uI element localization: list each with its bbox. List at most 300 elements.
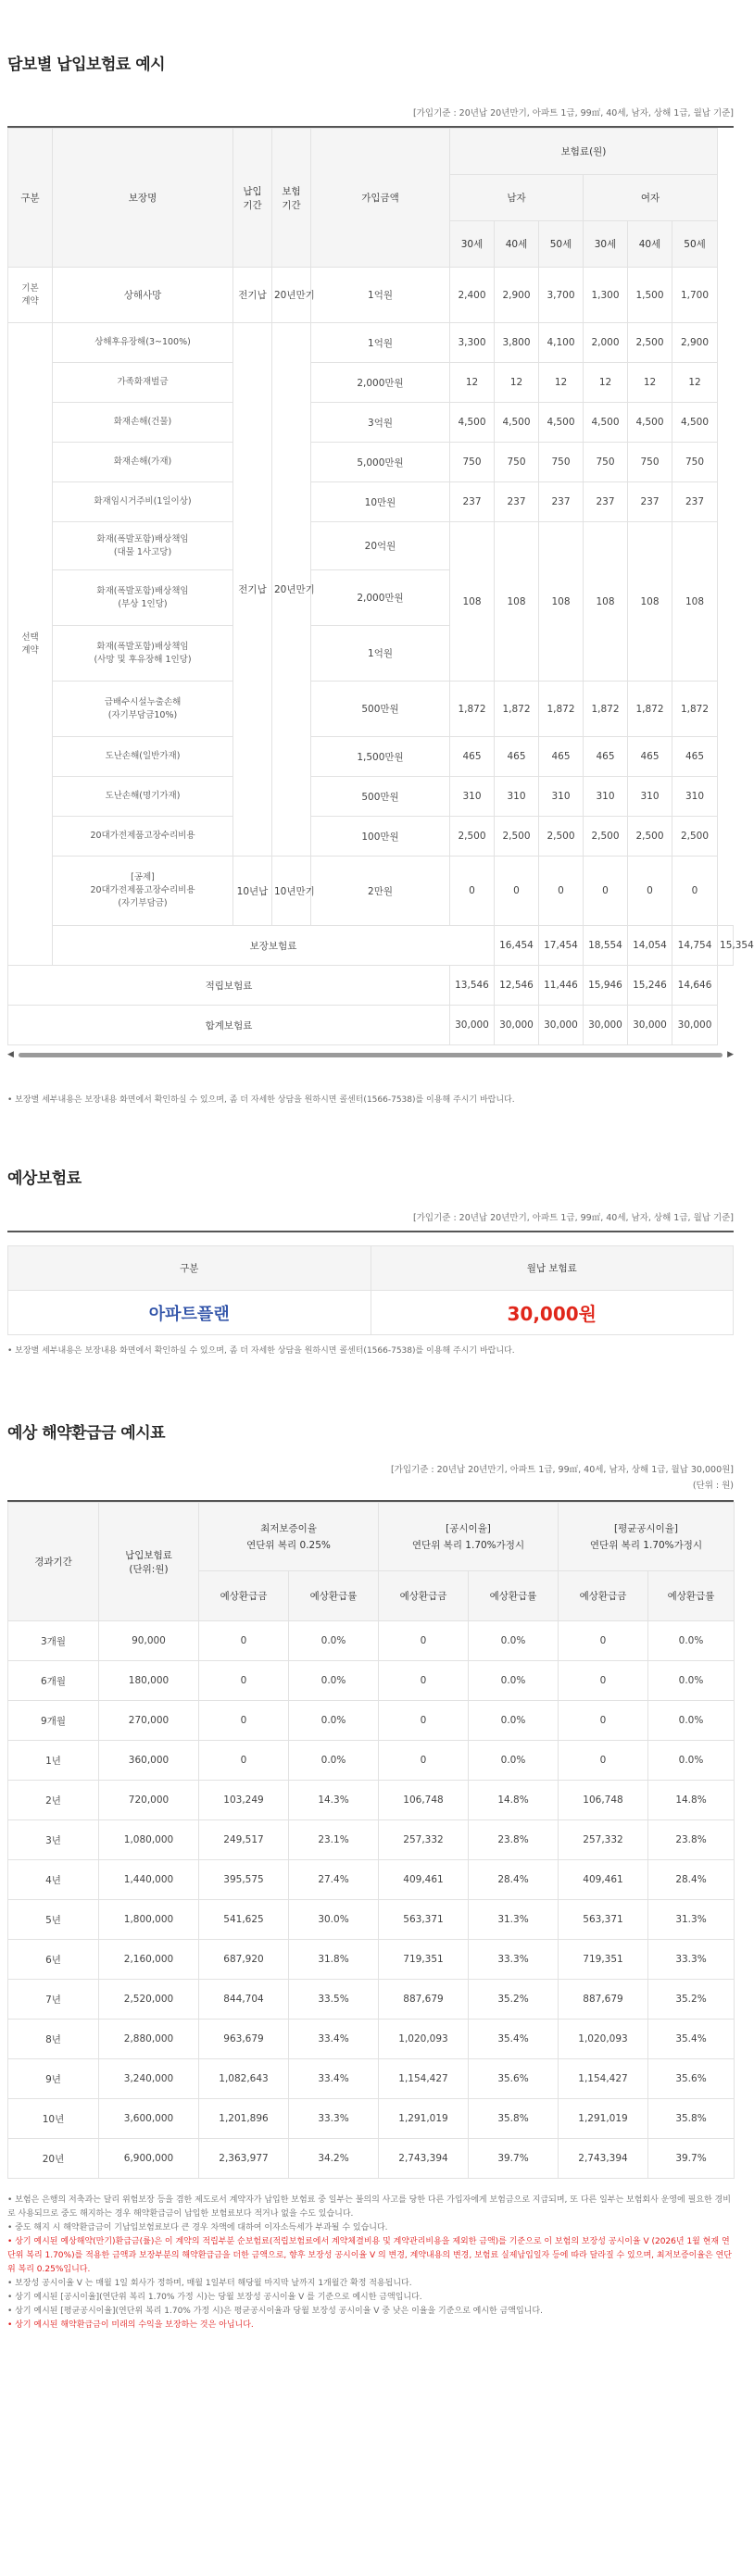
refund-cell: 0 xyxy=(199,1741,289,1781)
premium-cell: 310 xyxy=(539,777,584,817)
header-refund-rate: 예상환급률 xyxy=(469,1571,559,1621)
paid-premium-cell: 1,440,000 xyxy=(99,1860,199,1900)
refund-cell: 1,201,896 xyxy=(199,2099,289,2139)
premium-cell: 237 xyxy=(450,482,495,522)
table-row xyxy=(8,482,734,522)
refund-rate-cell: 0.0% xyxy=(469,1621,559,1661)
total-cell: 11,446 xyxy=(539,966,584,1006)
header-paid-premium: 납입보험료 (단위:원) xyxy=(99,1503,199,1621)
period-cell: 8년 xyxy=(8,2020,99,2059)
header-age: 50세 xyxy=(539,221,584,268)
refund-cell: 1,291,019 xyxy=(379,2099,469,2139)
refund-rate-cell: 33.4% xyxy=(289,2059,379,2099)
table-row xyxy=(8,857,734,926)
period-cell: 3개월 xyxy=(8,1621,99,1661)
ins-period: 20년만기 xyxy=(272,268,311,323)
refund-cell: 103,249 xyxy=(199,1781,289,1820)
header-ins-period: 보험 기간 xyxy=(272,129,311,268)
coverage-name: 가족화재벌금 xyxy=(53,363,233,403)
table-row xyxy=(8,1781,735,1820)
period-cell: 6개월 xyxy=(8,1661,99,1701)
section2-note: • 보장별 세부내용은 보장내용 화면에서 확인하실 수 있으며, 좀 더 자세한 상담을 원하시면 콜센터(1566-7538)를 이용해 주시기 바랍니다. xyxy=(7,1346,515,1356)
refund-cell: 1,154,427 xyxy=(379,2059,469,2099)
premium-cell: 2,500 xyxy=(450,817,495,857)
refund-cell: 249,517 xyxy=(199,1820,289,1860)
premium-cell: 2,500 xyxy=(628,817,672,857)
premium-cell: 2,900 xyxy=(495,268,539,323)
refund-cell: 0 xyxy=(559,1741,648,1781)
expected-premium-table xyxy=(7,1245,734,1335)
refund-rate-cell: 35.6% xyxy=(648,2059,735,2099)
refund-cell: 0 xyxy=(199,1621,289,1661)
gubun-basic: 기본 계약 xyxy=(8,268,53,323)
premium-cell: 1,872 xyxy=(628,682,672,737)
header-age: 30세 xyxy=(450,221,495,268)
section1-note: • 보장별 세부내용은 보장내용 화면에서 확인하실 수 있으며, 좀 더 자세한 상담을 원하시면 콜센터(1566-7538)를 이용해 주시기 바랍니다. xyxy=(7,1095,515,1105)
total-cell: 30,000 xyxy=(450,1006,495,1045)
refund-cell: 1,020,093 xyxy=(559,2020,648,2059)
refund-cell: 541,625 xyxy=(199,1900,289,1940)
table-row xyxy=(8,2139,735,2179)
refund-cell: 0 xyxy=(379,1701,469,1741)
premium-cell: 1,872 xyxy=(539,682,584,737)
refund-rate-cell: 14.8% xyxy=(469,1781,559,1820)
pay-period: 전기납 xyxy=(233,268,272,323)
header-refund-rate: 예상환급률 xyxy=(648,1571,735,1621)
premium-cell: 1,872 xyxy=(672,682,718,737)
refund-rate-cell: 33.3% xyxy=(289,2099,379,2139)
ins-period: 10년만기 xyxy=(272,857,311,926)
header-male: 남자 xyxy=(450,175,584,221)
premium-cell: 12 xyxy=(584,363,628,403)
total-row xyxy=(8,926,734,966)
note-item: • 보장성 공시이율 V 는 매월 1일 회사가 정하며, 매월 1일부터 해당월 마지막 날까지 1개월간 확정 적용됩니다. xyxy=(7,2279,412,2288)
section3-title: 예상 해약환급금 예시표 xyxy=(7,1424,166,1443)
coverage-name: 도난손해(명기가재) xyxy=(53,777,233,817)
table-row xyxy=(8,1621,735,1661)
note-item: • 보험은 은행의 저축과는 달리 위험보장 등을 겸한 제도로서 계약자가 납입한 보험료 중 일부는 불의의 사고를 당한 다른 가입자에게 보험금으로 지급되며, 또 다른 일부는 보험회사 운영에 필요한 경비로 사용되므로 중도 해지하는 경우 해약환급금이 납입한 보험료보다 적거나 없을 수도 있습니다. xyxy=(7,2195,731,2219)
premium-cell: 108 xyxy=(628,522,672,682)
premium-cell: 2,400 xyxy=(450,268,495,323)
refund-rate-cell: 23.8% xyxy=(469,1820,559,1860)
refund-cell: 409,461 xyxy=(379,1860,469,1900)
premium-cell: 2,900 xyxy=(672,323,718,363)
refund-cell: 106,748 xyxy=(379,1781,469,1820)
premium-cell: 108 xyxy=(672,522,718,682)
premium-cell: 12 xyxy=(539,363,584,403)
refund-cell: 1,291,019 xyxy=(559,2099,648,2139)
premium-cell: 0 xyxy=(539,857,584,926)
refund-rate-cell: 14.8% xyxy=(648,1781,735,1820)
premium-cell: 465 xyxy=(450,737,495,777)
premium-cell: 2,500 xyxy=(495,817,539,857)
premium-cell: 108 xyxy=(584,522,628,682)
coverage-amount: 500만원 xyxy=(311,777,450,817)
header-age: 30세 xyxy=(584,221,628,268)
coverage-name: [공제] 20대가전제품고장수리비용 (자기부담금) xyxy=(53,857,233,926)
total-cell: 30,000 xyxy=(539,1006,584,1045)
header-age: 40세 xyxy=(628,221,672,268)
table-row xyxy=(8,1701,735,1741)
gubun-optional: 선택 계약 xyxy=(8,323,53,966)
refund-cell: 2,363,977 xyxy=(199,2139,289,2179)
refund-cell: 0 xyxy=(559,1661,648,1701)
table-row xyxy=(8,268,734,323)
coverage-amount: 2,000만원 xyxy=(311,570,450,626)
paid-premium-cell: 360,000 xyxy=(99,1741,199,1781)
premium-cell: 237 xyxy=(584,482,628,522)
refund-cell: 0 xyxy=(199,1701,289,1741)
premium-cell: 310 xyxy=(628,777,672,817)
total-cell: 14,754 xyxy=(672,926,718,966)
total-cell: 30,000 xyxy=(672,1006,718,1045)
coverage-amount: 20억원 xyxy=(311,522,450,570)
premium-cell: 3,300 xyxy=(450,323,495,363)
table-row xyxy=(8,1741,735,1781)
refund-cell: 563,371 xyxy=(379,1900,469,1940)
total-label: 보장보험료 xyxy=(53,926,495,966)
period-cell: 9년 xyxy=(8,2059,99,2099)
period-cell: 3년 xyxy=(8,1820,99,1860)
note-item: • 상기 예시된 [공시이율](연단위 복리 1.70% 가정 시)는 당월 보장성 공시이율 V 를 기준으로 예시한 금액입니다. xyxy=(7,2293,422,2302)
plan-name: 아파트플랜 xyxy=(8,1291,371,1335)
table-row xyxy=(8,2059,735,2099)
premium-cell: 12 xyxy=(672,363,718,403)
refund-rate-cell: 35.8% xyxy=(648,2099,735,2139)
coverage-name: 화재(폭발포함)배상책임 (부상 1인당) xyxy=(53,570,233,626)
surrender-refund-table xyxy=(7,1502,735,2179)
premium-cell: 2,500 xyxy=(672,817,718,857)
header-min-rate: 최저보증이율 연단위 복리 0.25% xyxy=(199,1503,379,1571)
section1-title: 담보별 납입보험료 예시 xyxy=(7,56,166,74)
refund-rate-cell: 0.0% xyxy=(469,1701,559,1741)
refund-rate-cell: 35.2% xyxy=(648,1980,735,2020)
premium-cell: 465 xyxy=(495,737,539,777)
coverage-name: 상해사망 xyxy=(53,268,233,323)
total-label: 합계보험료 xyxy=(8,1006,450,1045)
refund-rate-cell: 27.4% xyxy=(289,1860,379,1900)
premium-cell: 1,872 xyxy=(584,682,628,737)
table-row xyxy=(8,1820,735,1860)
coverage-name: 화재(폭발포함)배상책임 (대물 1사고당) xyxy=(53,522,233,570)
refund-cell: 1,082,643 xyxy=(199,2059,289,2099)
refund-cell: 409,461 xyxy=(559,1860,648,1900)
refund-cell: 887,679 xyxy=(379,1980,469,2020)
coverage-name: 도난손해(일반가재) xyxy=(53,737,233,777)
header-avg-public-rate: [평균공시이율] 연단위 복리 1.70%가정시 xyxy=(559,1503,735,1571)
section2-title: 예상보험료 xyxy=(7,1169,82,1188)
refund-rate-cell: 14.3% xyxy=(289,1781,379,1820)
paid-premium-cell: 1,800,000 xyxy=(99,1900,199,1940)
refund-cell: 257,332 xyxy=(379,1820,469,1860)
total-cell: 14,646 xyxy=(672,966,718,1006)
refund-cell: 0 xyxy=(559,1621,648,1661)
premium-cell: 465 xyxy=(672,737,718,777)
paid-premium-cell: 1,080,000 xyxy=(99,1820,199,1860)
premium-cell: 12 xyxy=(495,363,539,403)
period-cell: 1년 xyxy=(8,1741,99,1781)
refund-rate-cell: 35.6% xyxy=(469,2059,559,2099)
premium-cell: 0 xyxy=(495,857,539,926)
paid-premium-cell: 90,000 xyxy=(99,1621,199,1661)
table-row xyxy=(8,1980,735,2020)
coverage-amount: 10만원 xyxy=(311,482,450,522)
premium-cell: 310 xyxy=(450,777,495,817)
premium-cell: 4,500 xyxy=(495,403,539,443)
refund-rate-cell: 0.0% xyxy=(648,1621,735,1661)
period-cell: 7년 xyxy=(8,1980,99,2020)
total-cell: 30,000 xyxy=(584,1006,628,1045)
table-row xyxy=(8,777,734,817)
coverage-name: 상해후유장해(3~100%) xyxy=(53,323,233,363)
total-cell: 18,554 xyxy=(584,926,628,966)
premium-cell: 310 xyxy=(495,777,539,817)
refund-rate-cell: 28.4% xyxy=(648,1860,735,1900)
scroll-left-icon[interactable]: ◀ xyxy=(7,1050,14,1059)
table-row xyxy=(8,1940,735,1980)
refund-cell: 719,351 xyxy=(379,1940,469,1980)
refund-rate-cell: 31.3% xyxy=(469,1900,559,1940)
premium-cell: 237 xyxy=(672,482,718,522)
ins-period: 20년만기 xyxy=(272,323,311,857)
refund-rate-cell: 0.0% xyxy=(289,1701,379,1741)
refund-rate-cell: 35.4% xyxy=(648,2020,735,2059)
refund-rate-cell: 33.5% xyxy=(289,1980,379,2020)
refund-rate-cell: 39.7% xyxy=(648,2139,735,2179)
premium-cell: 1,700 xyxy=(672,268,718,323)
premium-cell: 4,500 xyxy=(672,403,718,443)
premium-cell: 750 xyxy=(672,443,718,482)
premium-cell: 0 xyxy=(450,857,495,926)
pay-period: 전기납 xyxy=(233,323,272,857)
header-monthly-premium: 월납 보험료 xyxy=(371,1246,734,1291)
note-item: • 상기 예시된 [평균공시이율](연단위 복리 1.70% 가정 시)은 평균공시이율과 당월 보장성 공시이율 V 중 낮은 이율을 기준으로 예시한 금액입니다. xyxy=(7,2307,543,2316)
premium-cell: 2,500 xyxy=(584,817,628,857)
premium-cell: 465 xyxy=(584,737,628,777)
premium-cell: 1,872 xyxy=(450,682,495,737)
refund-rate-cell: 0.0% xyxy=(289,1661,379,1701)
note-item: • 상기 예시된 해약환급금이 미래의 수익을 보장하는 것은 아닙니다. xyxy=(7,2320,254,2330)
premium-by-coverage-table xyxy=(7,128,754,1045)
table-row xyxy=(8,817,734,857)
header-age: 40세 xyxy=(495,221,539,268)
period-cell: 6년 xyxy=(8,1940,99,1980)
refund-cell: 963,679 xyxy=(199,2020,289,2059)
refund-rate-cell: 33.4% xyxy=(289,2020,379,2059)
scrollbar-thumb[interactable] xyxy=(19,1053,723,1057)
section3-notes xyxy=(7,2194,734,2332)
header-refund: 예상환급금 xyxy=(559,1571,648,1621)
coverage-amount: 2만원 xyxy=(311,857,450,926)
refund-rate-cell: 35.4% xyxy=(469,2020,559,2059)
header-age: 50세 xyxy=(672,221,718,268)
pay-period: 10년납 xyxy=(233,857,272,926)
header-period: 경과기간 xyxy=(8,1503,99,1621)
header-gubun: 구분 xyxy=(8,1246,371,1291)
paid-premium-cell: 2,160,000 xyxy=(99,1940,199,1980)
total-cell: 17,454 xyxy=(539,926,584,966)
refund-rate-cell: 0.0% xyxy=(469,1661,559,1701)
total-cell: 15,354 xyxy=(718,926,734,966)
coverage-amount: 3억원 xyxy=(311,403,450,443)
premium-cell: 12 xyxy=(450,363,495,403)
refund-cell: 106,748 xyxy=(559,1781,648,1820)
refund-rate-cell: 0.0% xyxy=(648,1741,735,1781)
horizontal-scrollbar[interactable] xyxy=(7,1049,734,1060)
premium-cell: 310 xyxy=(672,777,718,817)
premium-cell: 1,500 xyxy=(628,268,672,323)
paid-premium-cell: 720,000 xyxy=(99,1781,199,1820)
refund-rate-cell: 39.7% xyxy=(469,2139,559,2179)
header-pay-period: 납입 기간 xyxy=(233,129,272,268)
premium-cell: 2,500 xyxy=(628,323,672,363)
coverage-name: 화재손해(건물) xyxy=(53,403,233,443)
section3-unit: (단위 : 원) xyxy=(7,1478,734,1502)
header-refund: 예상환급금 xyxy=(379,1571,469,1621)
total-cell: 30,000 xyxy=(628,1006,672,1045)
refund-cell: 0 xyxy=(379,1741,469,1781)
refund-cell: 2,743,394 xyxy=(379,2139,469,2179)
refund-cell: 0 xyxy=(379,1661,469,1701)
paid-premium-cell: 180,000 xyxy=(99,1661,199,1701)
refund-rate-cell: 28.4% xyxy=(469,1860,559,1900)
table-row xyxy=(8,2020,735,2059)
refund-rate-cell: 35.2% xyxy=(469,1980,559,2020)
premium-cell: 4,500 xyxy=(628,403,672,443)
refund-rate-cell: 33.3% xyxy=(648,1940,735,1980)
premium-cell: 750 xyxy=(450,443,495,482)
premium-cell: 3,700 xyxy=(539,268,584,323)
period-cell: 9개월 xyxy=(8,1701,99,1741)
total-row xyxy=(8,1006,734,1045)
total-cell: 15,246 xyxy=(628,966,672,1006)
premium-cell: 750 xyxy=(584,443,628,482)
period-cell: 4년 xyxy=(8,1860,99,1900)
header-female: 여자 xyxy=(584,175,718,221)
refund-cell: 2,743,394 xyxy=(559,2139,648,2179)
coverage-amount: 1,500만원 xyxy=(311,737,450,777)
premium-cell: 750 xyxy=(539,443,584,482)
refund-cell: 257,332 xyxy=(559,1820,648,1860)
refund-rate-cell: 31.8% xyxy=(289,1940,379,1980)
header-public-rate: [공시이율] 연단위 복리 1.70%가정시 xyxy=(379,1503,559,1571)
premium-cell: 4,500 xyxy=(584,403,628,443)
refund-rate-cell: 0.0% xyxy=(289,1741,379,1781)
coverage-name: 화재임시거주비(1일이상) xyxy=(53,482,233,522)
refund-cell: 563,371 xyxy=(559,1900,648,1940)
premium-cell: 12 xyxy=(628,363,672,403)
premium-cell: 0 xyxy=(672,857,718,926)
refund-cell: 1,020,093 xyxy=(379,2020,469,2059)
table-row xyxy=(8,363,734,403)
premium-cell: 310 xyxy=(584,777,628,817)
refund-rate-cell: 33.3% xyxy=(469,1940,559,1980)
table-row xyxy=(8,522,734,570)
premium-cell: 3,800 xyxy=(495,323,539,363)
header-refund: 예상환급금 xyxy=(199,1571,289,1621)
section2-condition: [가입기준 : 20년납 20년만기, 아파트 1급, 99㎡, 40세, 남자, 상해 1급, 월납 기준] xyxy=(7,1210,734,1232)
refund-cell: 0 xyxy=(379,1621,469,1661)
premium-cell: 4,500 xyxy=(539,403,584,443)
premium-cell: 4,100 xyxy=(539,323,584,363)
coverage-amount: 1억원 xyxy=(311,626,450,682)
total-cell: 12,546 xyxy=(495,966,539,1006)
period-cell: 20년 xyxy=(8,2139,99,2179)
paid-premium-cell: 6,900,000 xyxy=(99,2139,199,2179)
table-row xyxy=(8,682,734,737)
coverage-name: 화재(폭발포함)배상책임 (사망 및 후유장해 1인당) xyxy=(53,626,233,682)
table-row xyxy=(8,2099,735,2139)
table-row xyxy=(8,403,734,443)
note-item: • 중도 해지 시 해약환급금이 기납입보험료보다 큰 경우 차액에 대하여 이자소득세가 부과될 수 있습니다. xyxy=(7,2223,388,2232)
premium-cell: 0 xyxy=(584,857,628,926)
premium-cell: 1,872 xyxy=(495,682,539,737)
premium-cell: 237 xyxy=(539,482,584,522)
coverage-amount: 5,000만원 xyxy=(311,443,450,482)
total-row xyxy=(8,966,734,1006)
premium-cell: 108 xyxy=(450,522,495,682)
table-row xyxy=(8,737,734,777)
paid-premium-cell: 270,000 xyxy=(99,1701,199,1741)
table-row xyxy=(8,323,734,363)
premium-cell: 4,500 xyxy=(450,403,495,443)
paid-premium-cell: 2,880,000 xyxy=(99,2020,199,2059)
refund-cell: 719,351 xyxy=(559,1940,648,1980)
refund-rate-cell: 30.0% xyxy=(289,1900,379,1940)
total-cell: 16,454 xyxy=(495,926,539,966)
paid-premium-cell: 2,520,000 xyxy=(99,1980,199,2020)
coverage-name: 화재손해(가재) xyxy=(53,443,233,482)
total-cell: 15,946 xyxy=(584,966,628,1006)
monthly-premium-value: 30,000원 xyxy=(371,1291,734,1335)
refund-cell: 687,920 xyxy=(199,1940,289,1980)
paid-premium-cell: 3,600,000 xyxy=(99,2099,199,2139)
premium-cell: 108 xyxy=(495,522,539,682)
coverage-name: 20대가전제품고장수리비용 xyxy=(53,817,233,857)
total-cell: 13,546 xyxy=(450,966,495,1006)
total-cell: 30,000 xyxy=(495,1006,539,1045)
table-row xyxy=(8,1661,735,1701)
refund-cell: 0 xyxy=(559,1701,648,1741)
refund-cell: 395,575 xyxy=(199,1860,289,1900)
coverage-amount: 2,000만원 xyxy=(311,363,450,403)
premium-cell: 750 xyxy=(495,443,539,482)
coverage-amount: 500만원 xyxy=(311,682,450,737)
premium-cell: 750 xyxy=(628,443,672,482)
period-cell: 2년 xyxy=(8,1781,99,1820)
coverage-amount: 1억원 xyxy=(311,323,450,363)
paid-premium-cell: 3,240,000 xyxy=(99,2059,199,2099)
period-cell: 10년 xyxy=(8,2099,99,2139)
header-amount: 가입금액 xyxy=(311,129,450,268)
premium-cell: 237 xyxy=(628,482,672,522)
section3-condition: [가입기준 : 20년납 20년만기, 아파트 1급, 99㎡, 40세, 남자, 상해 1급, 월납 30,000원] xyxy=(390,1465,734,1475)
scroll-right-icon[interactable]: ▶ xyxy=(727,1050,734,1059)
header-coverage: 보장명 xyxy=(53,129,233,268)
refund-rate-cell: 0.0% xyxy=(289,1621,379,1661)
premium-cell: 465 xyxy=(539,737,584,777)
refund-cell: 0 xyxy=(199,1661,289,1701)
refund-cell: 844,704 xyxy=(199,1980,289,2020)
header-gubun: 구분 xyxy=(8,129,53,268)
period-cell: 5년 xyxy=(8,1900,99,1940)
premium-cell: 0 xyxy=(628,857,672,926)
refund-rate-cell: 23.1% xyxy=(289,1820,379,1860)
coverage-name: 급배수시설누출손해 (자기부담금10%) xyxy=(53,682,233,737)
total-cell: 14,054 xyxy=(628,926,672,966)
coverage-amount: 1억원 xyxy=(311,268,450,323)
refund-rate-cell: 34.2% xyxy=(289,2139,379,2179)
